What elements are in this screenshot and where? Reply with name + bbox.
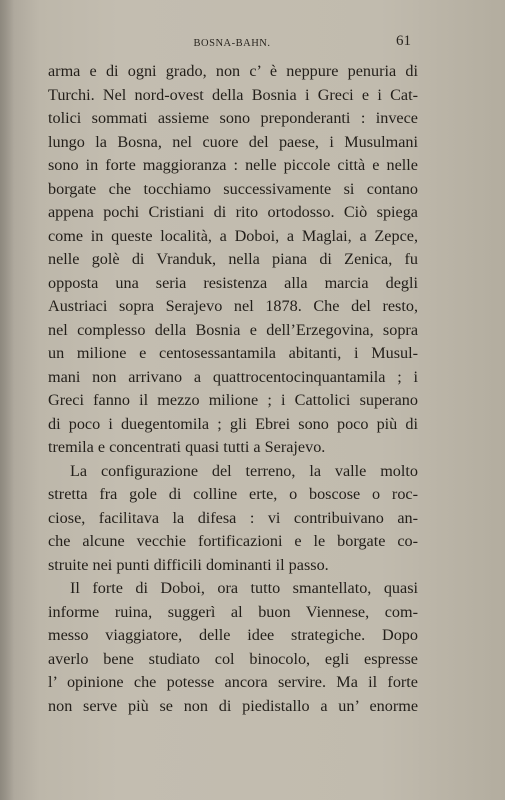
text-line: nel complesso della Bosnia e dell’Erzegovina, sopra — [48, 320, 418, 339]
text-line: informe ruina, suggerì al buon Viennese, com- — [48, 602, 418, 621]
text-line: opposta una seria resistenza alla marcia degli — [48, 273, 418, 292]
text-line: nelle golè di Vranduk, nella piana di Zenica, fu — [48, 250, 418, 268]
text-line: messo viaggiatore, delle idee strategiche. Dopo — [48, 626, 418, 644]
text-line: Greci fanno il mezzo milione ; i Cattolici superano — [48, 391, 418, 409]
text-line: ciose, facilitava la difesa : vi contribuivano an- — [48, 508, 418, 527]
text-line: l’ opinione che potesse ancora servire. Ma il forte — [48, 673, 418, 691]
body-text — [48, 60, 418, 718]
text-line: un milione e centosessantamila abitanti, i Musul- — [48, 344, 418, 362]
text-line: che alcune vecchie fortificazioni e le borgate co- — [48, 532, 418, 550]
text-line: mani non arrivano a quattrocentocinquantamila ; i — [48, 367, 418, 386]
gutter-shadow — [0, 0, 14, 800]
page-number: 61 — [396, 33, 411, 49]
text-line: appena pochi Cristiani di rito ortodosso. Ciò spiega — [48, 203, 418, 221]
text-line: sono in forte maggioranza : nelle piccole città e nelle — [48, 156, 418, 174]
text-line: stretta fra gole di colline erte, o boscose o roc- — [48, 485, 418, 503]
text-line: arma e di ogni grado, non c’ è neppure penuria di — [48, 62, 418, 80]
text-line: di poco i duegentomila ; gli Ebrei sono poco più di — [48, 414, 418, 433]
text-line: tolici sommati assieme sono preponderanti : invece — [48, 109, 418, 127]
text-line: tremila e concentrati quasi tutti a Serajevo. — [48, 438, 326, 456]
text-line: non serve più se non di piedistallo a un’ enorme — [48, 696, 418, 715]
text-line: Austriaci sopra Serajevo nel 1878. Che del resto, — [48, 297, 418, 315]
text-line: lungo la Bosna, nel cuore del paese, i Musulmani — [48, 132, 418, 151]
text-line: come in queste località, a Doboi, a Maglai, a Zepce, — [48, 226, 418, 245]
text-line: Il forte di Doboi, ora tutto smantellato, quasi — [70, 579, 418, 597]
running-head: BOSNA-BAHN. — [193, 38, 271, 49]
text-line: Turchi. Nel nord-ovest della Bosnia i Greci e i Cat- — [48, 85, 418, 104]
text-line: La configurazione del terreno, la valle molto — [70, 461, 418, 480]
text-line: averlo bene studiato col binocolo, egli espresse — [48, 649, 418, 668]
text-line: struite nei punti difficili dominanti il passo. — [48, 555, 329, 574]
text-line: borgate che tocchiamo successivamente si contano — [48, 179, 418, 198]
